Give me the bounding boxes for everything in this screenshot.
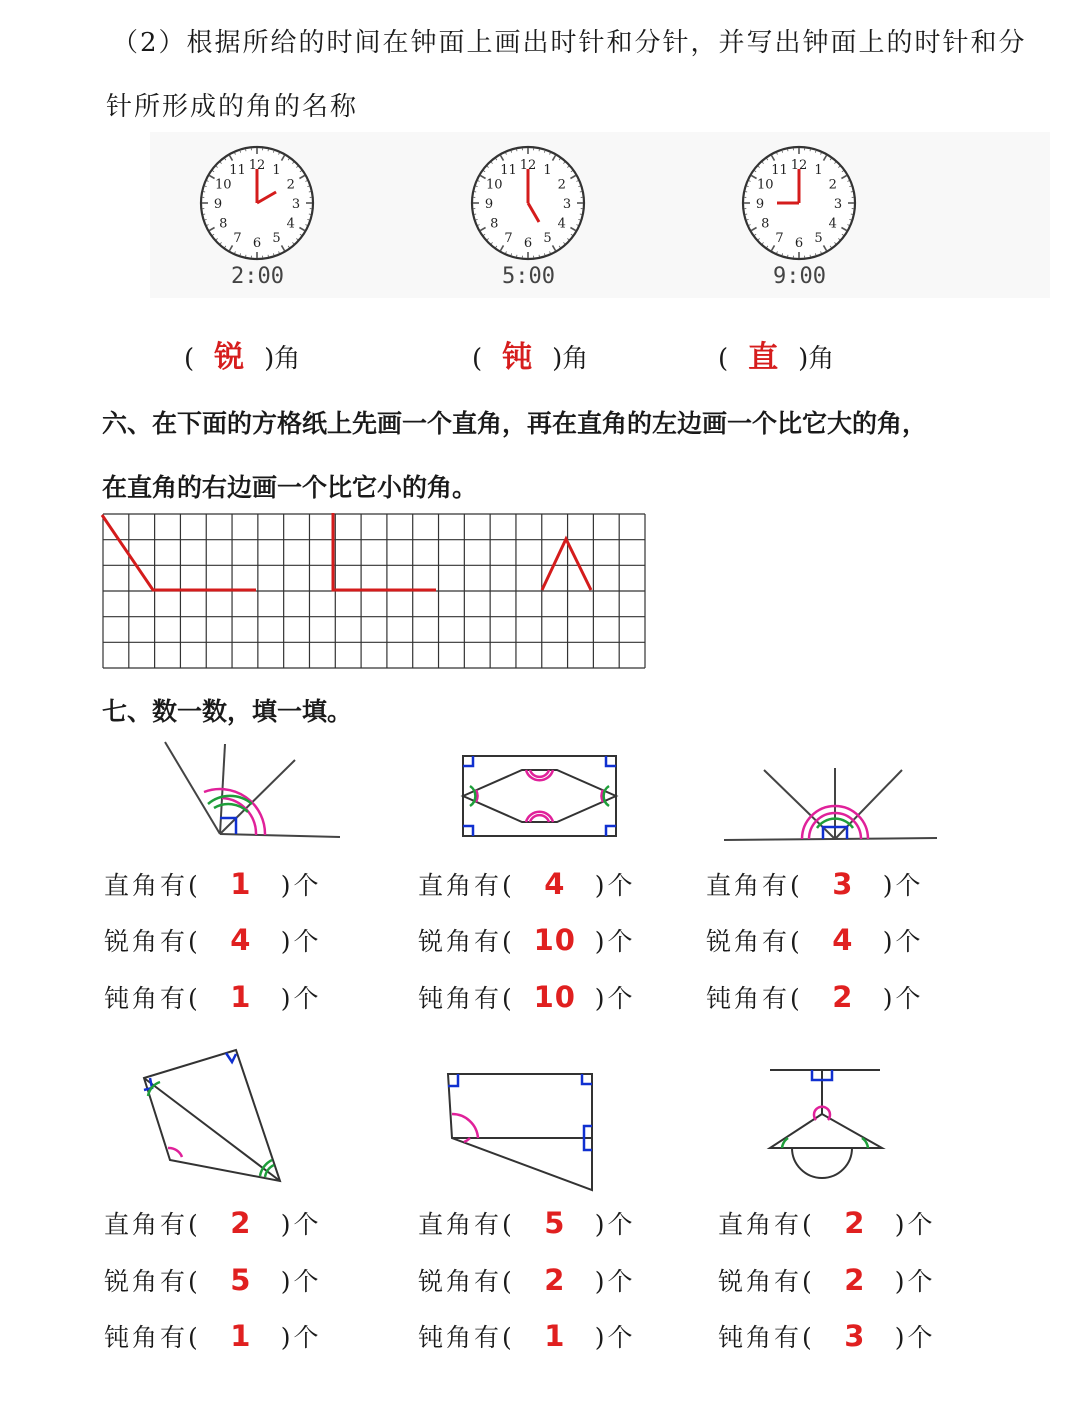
angle-answer-2: ( 钝 )角 (472, 332, 588, 376)
clock-3 (743, 147, 855, 259)
angle-answer-value[interactable]: 锐 (214, 340, 245, 375)
clock-numeral: 11 (229, 163, 246, 179)
clock-numeral: 5 (272, 230, 281, 246)
clock-numeral: 3 (833, 197, 843, 212)
fig3-acute-count: 锐角有( 4 )个 (706, 923, 924, 957)
clock-numeral: 1 (272, 163, 281, 179)
fig2-acute-count: 锐角有( 10 )个 (418, 923, 636, 957)
clock-numeral: 1 (814, 163, 823, 179)
figure-4-kite (138, 1044, 288, 1194)
clock-time-2: 5:00 (502, 264, 555, 289)
right-angle-drawing (333, 513, 436, 590)
fig5-acute-count: 锐角有( 2 )个 (418, 1263, 636, 1297)
clock-numeral: 5 (814, 230, 823, 246)
clock-numeral: 12 (790, 158, 808, 173)
figure-3-rays (722, 762, 942, 862)
fig4-obtuse-count: 钝角有( 1 )个 (104, 1319, 322, 1353)
clock-numeral: 12 (519, 158, 537, 173)
clock-time-3: 9:00 (773, 264, 826, 289)
clock-numeral: 4 (828, 216, 837, 232)
clock-numeral: 2 (557, 177, 566, 193)
fig6-obtuse-count: 钝角有( 3 )个 (718, 1319, 936, 1353)
fig4-right-count: 直角有( 2 )个 (104, 1206, 322, 1240)
fig5-right-count: 直角有( 5 )个 (418, 1206, 636, 1240)
fig4-acute-count: 锐角有( 5 )个 (104, 1263, 322, 1297)
clock-numeral: 8 (490, 216, 499, 232)
fig1-acute-count: 锐角有( 4 )个 (104, 923, 322, 957)
count-answer[interactable]: 2 (230, 1206, 252, 1240)
fig1-obtuse-count: 钝角有( 1 )个 (104, 980, 322, 1014)
clock-numeral: 11 (500, 163, 517, 179)
fig6-acute-count: 锐角有( 2 )个 (718, 1263, 936, 1297)
grid-paper[interactable] (102, 513, 646, 669)
figure-1-rays (160, 738, 360, 848)
clock-numeral: 7 (775, 230, 784, 246)
clock-numeral: 4 (557, 216, 566, 232)
question-line-1: （2）根据所给的时间在钟面上画出时针和分针，并写出钟面上的时针和分 (112, 28, 1027, 58)
clock-numeral: 10 (485, 177, 503, 193)
fig3-obtuse-count: 钝角有( 2 )个 (706, 980, 924, 1014)
angle-answer-value[interactable]: 钝 (502, 340, 533, 375)
count-answer[interactable]: 1 (230, 1319, 252, 1353)
acute-angle-drawing (542, 539, 591, 590)
angle-answer-value[interactable]: 直 (748, 340, 779, 375)
clock-faces (0, 0, 1080, 300)
clock-2 (472, 147, 584, 259)
clock-numeral: 10 (214, 177, 232, 193)
count-answer[interactable]: 3 (832, 867, 854, 901)
section7-title: 七、数一数，填一填。 (102, 697, 353, 726)
clock-numeral: 4 (286, 216, 295, 232)
count-answer[interactable]: 2 (832, 980, 854, 1014)
clock-numeral: 9 (213, 197, 223, 212)
clock-numeral: 11 (771, 163, 788, 179)
count-answer[interactable]: 5 (230, 1263, 252, 1297)
figure-5-trapezoid (442, 1066, 602, 1196)
count-answer[interactable]: 10 (533, 980, 576, 1014)
section6-line-2: 在直角的右边画一个比它小的角。 (102, 473, 478, 502)
count-answer[interactable]: 1 (544, 1319, 566, 1353)
clock-numeral: 2 (828, 177, 837, 193)
count-answer[interactable]: 2 (844, 1206, 866, 1240)
count-answer[interactable]: 4 (230, 923, 252, 957)
figure-2-rectangle (460, 752, 620, 840)
fig2-obtuse-count: 钝角有( 10 )个 (418, 980, 636, 1014)
angle-answer-3: ( 直 )角 (718, 332, 834, 376)
clock-numeral: 9 (755, 197, 765, 212)
fig5-obtuse-count: 钝角有( 1 )个 (418, 1319, 636, 1353)
clock-1 (201, 147, 313, 259)
clock-numeral: 7 (233, 230, 242, 246)
clock-numeral: 3 (562, 197, 572, 212)
clock-numeral: 12 (248, 158, 266, 173)
question-line-2: 针所形成的角的名称 (106, 92, 359, 122)
fig6-right-count: 直角有( 2 )个 (718, 1206, 936, 1240)
count-answer[interactable]: 2 (544, 1263, 566, 1297)
clock-numeral: 6 (523, 236, 533, 251)
fig3-right-count: 直角有( 3 )个 (706, 867, 924, 901)
clock-numeral: 8 (219, 216, 228, 232)
count-answer[interactable]: 4 (832, 923, 854, 957)
count-answer[interactable]: 3 (844, 1319, 866, 1353)
count-answer[interactable]: 1 (230, 980, 252, 1014)
clock-numeral: 6 (794, 236, 804, 251)
fig1-right-count: 直角有( 1 )个 (104, 867, 322, 901)
angle-answer-1: ( 锐 )角 (184, 332, 300, 376)
clock-numeral: 2 (286, 177, 295, 193)
clock-numeral: 7 (504, 230, 513, 246)
count-answer[interactable]: 1 (230, 867, 252, 901)
count-answer[interactable]: 5 (544, 1206, 566, 1240)
clock-numeral: 6 (252, 236, 262, 251)
figure-6-lamp (762, 1062, 902, 1192)
clock-time-1: 2:00 (231, 264, 284, 289)
count-answer[interactable]: 10 (533, 923, 576, 957)
count-answer[interactable]: 2 (844, 1263, 866, 1297)
clock-numeral: 9 (484, 197, 494, 212)
fig2-right-count: 直角有( 4 )个 (418, 867, 636, 901)
clock-numeral: 1 (543, 163, 552, 179)
clock-numeral: 10 (756, 177, 774, 193)
obtuse-angle-drawing (102, 515, 256, 590)
clock-numeral: 5 (543, 230, 552, 246)
clock-numeral: 8 (761, 216, 770, 232)
section6-line-1: 六、在下面的方格纸上先画一个直角，再在直角的左边画一个比它大的角， (102, 409, 928, 438)
count-answer[interactable]: 4 (544, 867, 566, 901)
clock-numeral: 3 (291, 197, 301, 212)
